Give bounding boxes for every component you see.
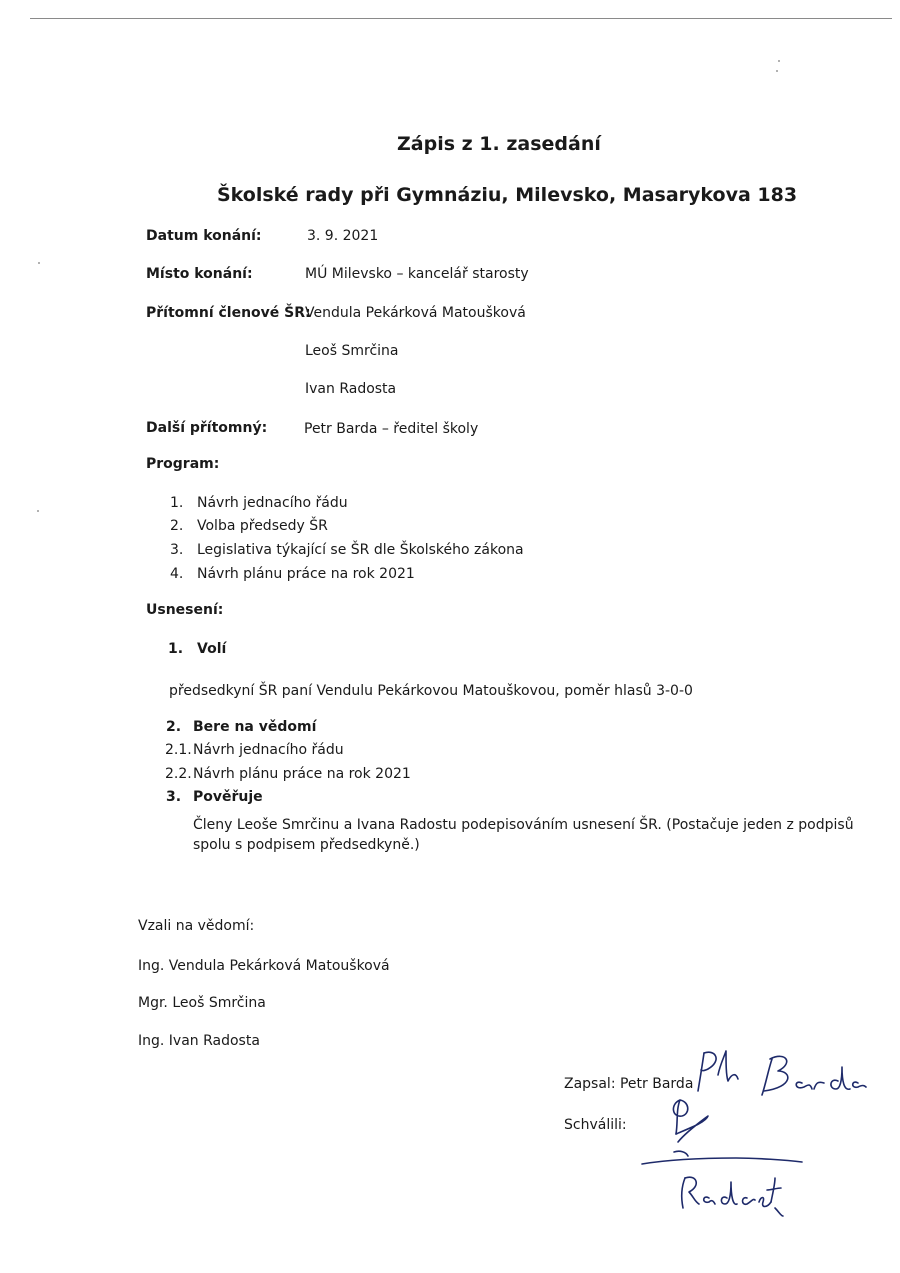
other-present-value: Petr Barda – ředitel školy bbox=[304, 421, 479, 437]
resolution-2-number: 2. bbox=[166, 719, 182, 735]
radosta-signature bbox=[675, 1168, 785, 1218]
acknowledged-name: Mgr. Leoš Smrčina bbox=[138, 995, 266, 1011]
resolution-3-number: 3. bbox=[166, 789, 182, 805]
resolution-3-title: Pověřuje bbox=[193, 789, 263, 805]
place-value: MÚ Milevsko – kancelář starosty bbox=[305, 266, 529, 282]
member-name: Leoš Smrčina bbox=[305, 343, 399, 359]
date-label: Datum konání: bbox=[146, 228, 262, 244]
acknowledged-name: Ing. Ivan Radosta bbox=[138, 1033, 260, 1049]
date-value: 3. 9. 2021 bbox=[307, 228, 379, 244]
program-item-number: 4. bbox=[170, 566, 184, 582]
other-present-label: Další přítomný: bbox=[146, 420, 268, 436]
resolution-3-text-line2: spolu s podpisem předsedkyně.) bbox=[193, 837, 420, 853]
member-name: Ivan Radosta bbox=[305, 381, 397, 397]
acknowledged-name: Ing. Vendula Pekárková Matoušková bbox=[138, 958, 390, 974]
resolution-1-number: 1. bbox=[168, 641, 184, 657]
scan-speck bbox=[776, 70, 778, 72]
program-item: Volba předsedy ŠR bbox=[197, 518, 328, 534]
program-item-number: 2. bbox=[170, 518, 184, 534]
acknowledged-label: Vzali na vědomí: bbox=[138, 918, 255, 934]
top-rule bbox=[30, 18, 892, 19]
resolution-2-sub-number: 2.1. bbox=[165, 742, 192, 758]
scan-speck bbox=[38, 262, 40, 264]
program-item-number: 3. bbox=[170, 542, 184, 558]
program-item: Legislativa týkající se ŠR dle Školského zákona bbox=[197, 542, 524, 558]
members-label: Přítomní členové ŠR: bbox=[146, 305, 311, 321]
approved-label: Schválili: bbox=[564, 1117, 627, 1133]
program-label: Program: bbox=[146, 456, 220, 472]
resolution-1-text: předsedkyní ŠR paní Vendulu Pekárkovou Matouškovou, poměr hlasů 3-0-0 bbox=[169, 683, 693, 699]
resolution-3-text-line1: Členy Leoše Smrčinu a Ivana Radostu podepisováním usnesení ŠR. (Postačuje jeden z podpisů bbox=[193, 817, 854, 833]
resolution-2-sub-item: Návrh jednacího řádu bbox=[193, 742, 344, 758]
program-item: Návrh jednacího řádu bbox=[197, 495, 348, 511]
program-item: Návrh plánu práce na rok 2021 bbox=[197, 566, 415, 582]
document-subtitle: Školské rady při Gymnáziu, Milevsko, Masarykova 183 bbox=[217, 184, 798, 206]
resolution-2-sub-item: Návrh plánu práce na rok 2021 bbox=[193, 766, 411, 782]
approver-signature bbox=[636, 1092, 806, 1172]
resolution-1-title: Volí bbox=[197, 641, 227, 657]
program-item-number: 1. bbox=[170, 495, 184, 511]
resolution-2-sub-number: 2.2. bbox=[165, 766, 192, 782]
place-label: Místo konání: bbox=[146, 266, 253, 282]
scan-speck bbox=[778, 60, 780, 62]
scan-speck bbox=[37, 510, 39, 512]
resolution-2-title: Bere na vědomí bbox=[193, 719, 317, 735]
member-name: Vendula Pekárková Matoušková bbox=[305, 305, 526, 321]
resolutions-label: Usnesení: bbox=[146, 602, 224, 618]
document-title: Zápis z 1. zasedání bbox=[397, 133, 601, 155]
written-by: Zapsal: Petr Barda bbox=[564, 1076, 694, 1092]
